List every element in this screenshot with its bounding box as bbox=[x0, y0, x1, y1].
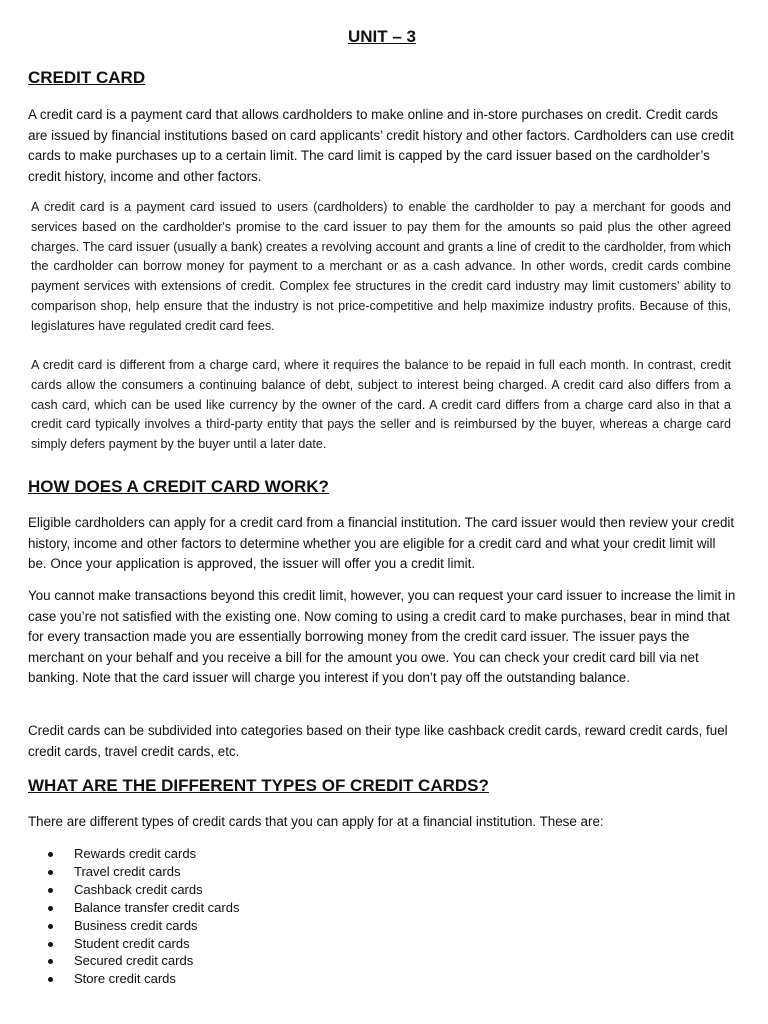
list-item bbox=[28, 881, 239, 899]
paragraph-intro: A credit card is a payment card that allows cardholders to make online and in-store purchases on credit. Credit cards are issued by financial institutions based on card applicants’ credit history and other factors. Cardholders can use credit cards to make purchases up to a certain limit. The card limit is capped by the card issuer based on the cardholder’s credit history, income and other factors. bbox=[28, 107, 734, 184]
list-item-label: Student credit cards bbox=[74, 935, 190, 951]
list-item bbox=[28, 952, 239, 970]
bullet-icon bbox=[48, 870, 53, 875]
bullet-icon bbox=[48, 852, 53, 857]
bullet-icon bbox=[48, 888, 53, 893]
paragraph-how-works-2: You cannot make transactions beyond this credit limit, however, you can request your card issuer to increase the limit in case you’re not satisfied with the existing one. Now coming to using a credit card to make purchases, bear in mind that for every transaction made you are essentially borrowing money from the credit card issuer. The issuer pays the merchant on your behalf and you receive a bill for the amount you owe. You can check your credit card bill via net banking. Note that the card issuer will charge you interest if you don’t pay off the outstanding balance. bbox=[28, 588, 736, 685]
heading-how-credit-card-works: HOW DOES A CREDIT CARD WORK? bbox=[28, 477, 329, 496]
heading-types-of-credit-cards: WHAT ARE THE DIFFERENT TYPES OF CREDIT CARDS? bbox=[28, 776, 489, 795]
list-item-label: Cashback credit cards bbox=[74, 881, 203, 897]
heading-credit-card: CREDIT CARD bbox=[28, 68, 146, 87]
list-item bbox=[28, 917, 239, 935]
list-item bbox=[28, 863, 239, 881]
list-item bbox=[28, 845, 239, 863]
list-item bbox=[28, 899, 239, 917]
bullet-icon bbox=[48, 942, 53, 947]
list-item-label: Rewards credit cards bbox=[74, 846, 197, 861]
bullet-icon bbox=[48, 959, 53, 964]
bullet-icon bbox=[48, 924, 53, 929]
paragraph-types-intro: There are different types of credit cards that you can apply for at a financial institution. These are: bbox=[28, 814, 604, 829]
bullet-icon bbox=[48, 977, 53, 982]
credit-card-types-list bbox=[28, 845, 239, 988]
paragraph-scanned-definition: A credit card is a payment card issued to users (cardholders) to enable the cardholder to pay a merchant for goods and services based on the cardholder's promise to the card issuer to pay them for the amounts so paid plus the other agreed charges. The card issuer (usually a bank) creates a revolving account and grants a line of credit to the cardholder, from which the cardholder can borrow money for payment to a merchant or as a cash advance. In other words, credit cards combine payment services with extensions of credit. Complex fee structures in the credit card industry may limit customers' ability to comparison shop, help ensure that the industry is not price-competitive and help maximize industry profits. Because of this, legislatures have regulated credit card fees. bbox=[31, 200, 731, 333]
list-item-label: Balance transfer credit cards bbox=[74, 899, 240, 915]
paragraph-how-works-1: Eligible cardholders can apply for a credit card from a financial institution. The card issuer would then review your credit history, income and other factors to determine whether you are eligible for a credit card and what your credit limit will be. Once your application is approved, the issuer will offer you a credit limit. bbox=[28, 515, 735, 571]
list-item-label: Secured credit cards bbox=[74, 953, 194, 969]
list-item-label: Travel credit cards bbox=[74, 863, 181, 879]
list-item-label: Business credit cards bbox=[74, 917, 198, 933]
unit-title: UNIT – 3 bbox=[347, 27, 417, 46]
bullet-icon bbox=[48, 906, 53, 911]
paragraph-scanned-charge-card: A credit card is different from a charge card, where it requires the balance to be repaid in full each month. In contrast, credit cards allow the consumers a continuing balance of debt, subject to interest being charged. A credit card also differs from a cash card, which can be used like currency by the owner of the card. A credit card differs from a charge card also in that a credit card typically involves a third-party entity that pays the seller and is reimbursed by the buyer, whereas a charge card simply defers payment by the buyer until a later date. bbox=[31, 358, 731, 452]
paragraph-how-works-3: Credit cards can be subdivided into categories based on their type like cashback credit cards, reward credit cards, fuel credit cards, travel credit cards, etc. bbox=[28, 723, 728, 759]
list-item bbox=[28, 935, 239, 953]
list-item-label: Store credit cards bbox=[74, 971, 176, 987]
list-item bbox=[28, 970, 239, 988]
